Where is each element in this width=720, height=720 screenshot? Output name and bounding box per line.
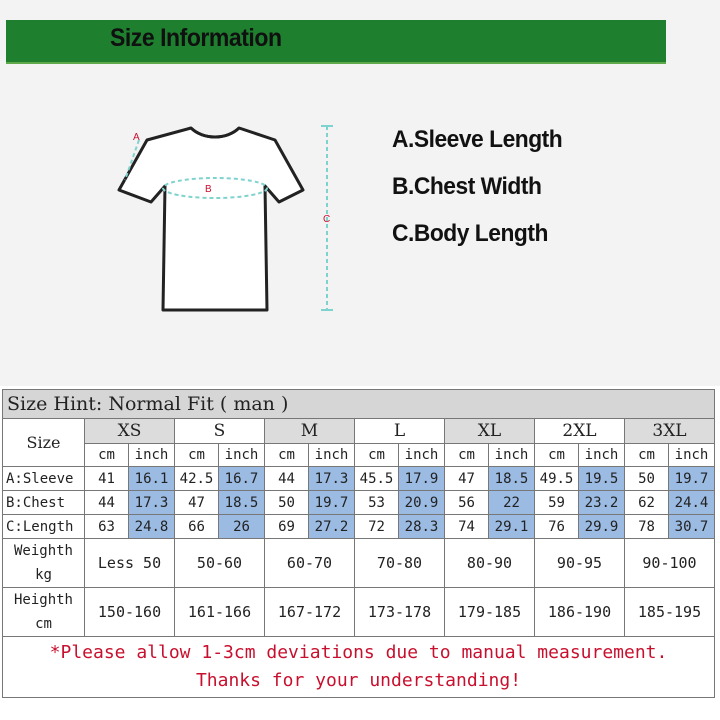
- size-header: 2XL: [535, 419, 625, 444]
- unit-inch: inch: [219, 444, 265, 467]
- row-label: B:Chest: [3, 491, 85, 515]
- cm-cell: 72: [355, 515, 399, 539]
- cm-cell: 41: [85, 467, 129, 491]
- unit-inch: inch: [579, 444, 625, 467]
- size-label: Size: [3, 419, 85, 467]
- inch-cell: 28.3: [399, 515, 445, 539]
- unit-cm: cm: [265, 444, 309, 467]
- weight-range: 70-80: [355, 539, 445, 588]
- size-header: XS: [85, 419, 175, 444]
- inch-cell: 26: [219, 515, 265, 539]
- height-range: 185-195: [625, 588, 715, 637]
- inch-cell: 17.3: [309, 467, 355, 491]
- inch-cell: 20.9: [399, 491, 445, 515]
- cm-cell: 76: [535, 515, 579, 539]
- size-chart-table: [2, 389, 715, 698]
- cm-cell: 49.5: [535, 467, 579, 491]
- inch-cell: 18.5: [219, 491, 265, 515]
- page-title: Size Information: [110, 24, 282, 52]
- height-label-line1: Heighth: [13, 592, 73, 608]
- cm-cell: 66: [175, 515, 219, 539]
- table-row-length: [3, 515, 715, 539]
- unit-cm: cm: [445, 444, 489, 467]
- inch-cell: 24.4: [669, 491, 715, 515]
- unit-inch: inch: [129, 444, 175, 467]
- size-header: L: [355, 419, 445, 444]
- inch-cell: 23.2: [579, 491, 625, 515]
- unit-inch: inch: [399, 444, 445, 467]
- weight-label-line1: Weighth: [13, 543, 73, 559]
- legend-sleeve-length: A.Sleeve Length: [392, 126, 563, 153]
- legend-body-length: C.Body Length: [392, 220, 548, 247]
- weight-range: Less 50: [85, 539, 175, 588]
- weight-range: 80-90: [445, 539, 535, 588]
- inch-cell: 19.7: [309, 491, 355, 515]
- height-label: [3, 588, 85, 637]
- inch-cell: 17.9: [399, 467, 445, 491]
- unit-cm: cm: [535, 444, 579, 467]
- cm-cell: 69: [265, 515, 309, 539]
- header-bar: [6, 20, 666, 64]
- weight-label-line2: kg: [35, 567, 52, 583]
- unit-cm: cm: [175, 444, 219, 467]
- cm-cell: 62: [625, 491, 669, 515]
- measurement-note: [3, 637, 715, 698]
- table-row-height: [3, 588, 715, 637]
- size-header: M: [265, 419, 355, 444]
- inch-cell: 30.7: [669, 515, 715, 539]
- size-header: 3XL: [625, 419, 715, 444]
- legend-chest-width: B.Chest Width: [392, 173, 542, 200]
- inch-cell: 19.7: [669, 467, 715, 491]
- weight-label: [3, 539, 85, 588]
- cm-cell: 74: [445, 515, 489, 539]
- unit-cm: cm: [625, 444, 669, 467]
- weight-range: 90-100: [625, 539, 715, 588]
- height-range: 167-172: [265, 588, 355, 637]
- cm-cell: 63: [85, 515, 129, 539]
- inch-cell: 16.1: [129, 467, 175, 491]
- marker-a: A: [133, 132, 140, 143]
- size-header: XL: [445, 419, 535, 444]
- measurement-legend: [392, 120, 571, 261]
- table-title: Size Hint: Normal Fit ( man ): [3, 390, 715, 419]
- note-line-1: *Please allow 1-3cm deviations due to manual measurement.: [49, 642, 668, 663]
- inch-cell: 19.5: [579, 467, 625, 491]
- cm-cell: 78: [625, 515, 669, 539]
- cm-cell: 47: [175, 491, 219, 515]
- cm-cell: 59: [535, 491, 579, 515]
- inch-cell: 18.5: [489, 467, 535, 491]
- row-label: C:Length: [3, 515, 85, 539]
- inch-cell: 17.3: [129, 491, 175, 515]
- inch-cell: 16.7: [219, 467, 265, 491]
- height-range: 173-178: [355, 588, 445, 637]
- weight-range: 60-70: [265, 539, 355, 588]
- inch-cell: 27.2: [309, 515, 355, 539]
- weight-range: 50-60: [175, 539, 265, 588]
- height-range: 186-190: [535, 588, 625, 637]
- unit-inch: inch: [309, 444, 355, 467]
- marker-c: C: [323, 214, 331, 225]
- cm-cell: 44: [265, 467, 309, 491]
- unit-cm: cm: [85, 444, 129, 467]
- cm-cell: 42.5: [175, 467, 219, 491]
- cm-cell: 50: [265, 491, 309, 515]
- cm-cell: 47: [445, 467, 489, 491]
- tshirt-diagram: [95, 110, 355, 330]
- height-label-line2: cm: [35, 616, 52, 632]
- unit-inch: inch: [669, 444, 715, 467]
- height-range: 150-160: [85, 588, 175, 637]
- cm-cell: 44: [85, 491, 129, 515]
- row-label: A:Sleeve: [3, 467, 85, 491]
- inch-cell: 29.1: [489, 515, 535, 539]
- inch-cell: 22: [489, 491, 535, 515]
- unit-cm: cm: [355, 444, 399, 467]
- table-row-chest: [3, 491, 715, 515]
- unit-inch: inch: [489, 444, 535, 467]
- note-line-2: Thanks for your understanding!: [195, 670, 522, 691]
- inch-cell: 29.9: [579, 515, 625, 539]
- size-header: S: [175, 419, 265, 444]
- cm-cell: 53: [355, 491, 399, 515]
- height-range: 161-166: [175, 588, 265, 637]
- table-row-weight: [3, 539, 715, 588]
- weight-range: 90-95: [535, 539, 625, 588]
- height-range: 179-185: [445, 588, 535, 637]
- marker-b: B: [205, 184, 212, 195]
- inch-cell: 24.8: [129, 515, 175, 539]
- table-row-sleeve: [3, 467, 715, 491]
- cm-cell: 50: [625, 467, 669, 491]
- tshirt-outline: [119, 128, 303, 310]
- cm-cell: 45.5: [355, 467, 399, 491]
- cm-cell: 56: [445, 491, 489, 515]
